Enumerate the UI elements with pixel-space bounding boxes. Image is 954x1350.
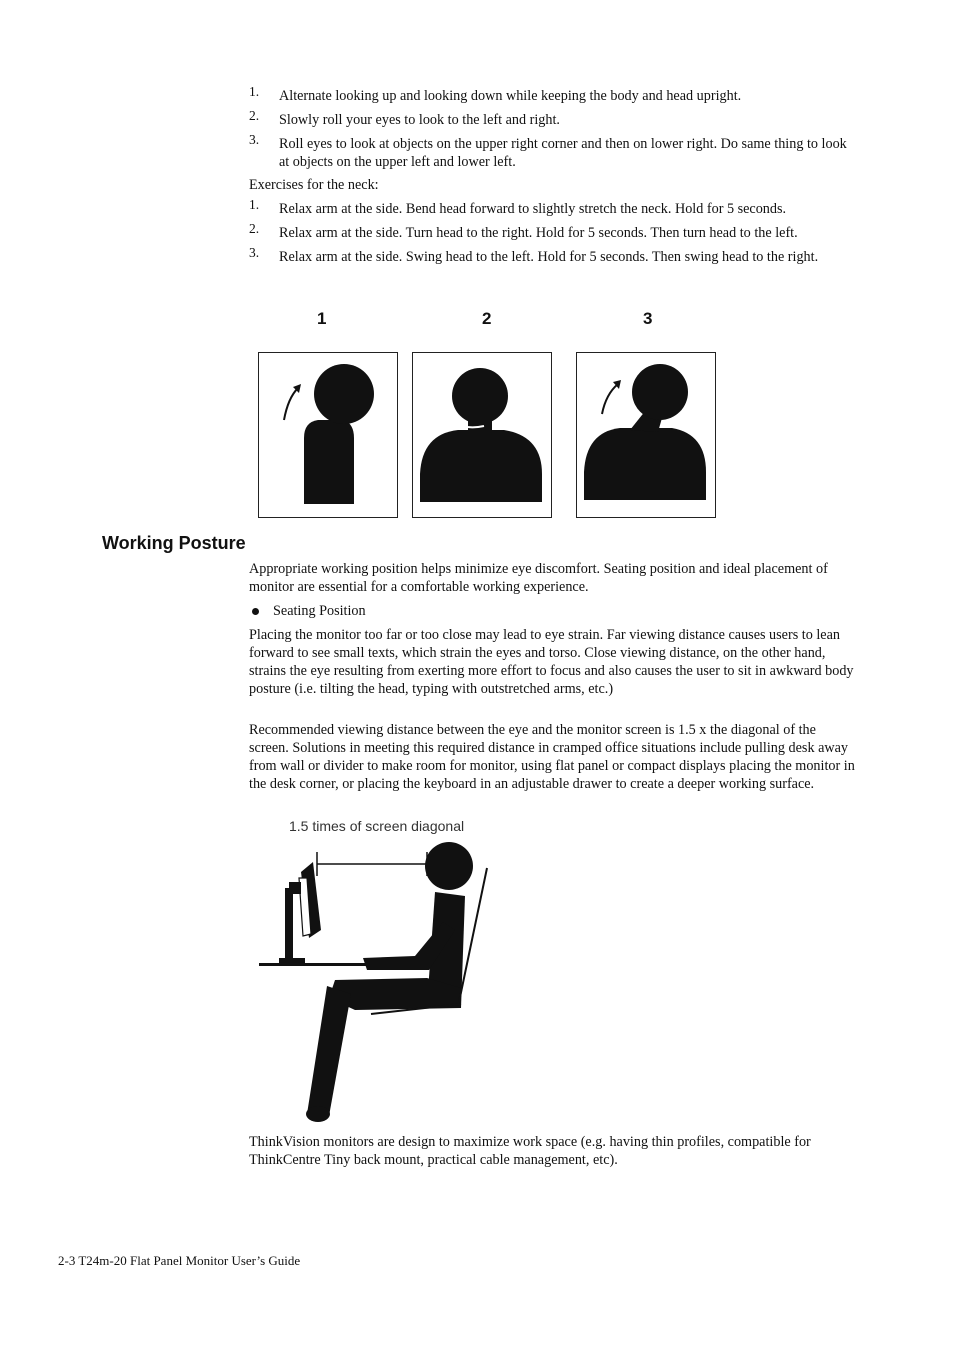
neck-swing-figure xyxy=(576,352,716,518)
diagram-caption: 1.5 times of screen diagonal xyxy=(289,818,465,834)
list-item: 3. Relax arm at the side. Swing head to the left. Hold for 5 seconds. Then swing head to the right. xyxy=(249,245,819,265)
page-footer: 2-3 T24m-20 Flat Panel Monitor User’s Guide xyxy=(58,1253,301,1268)
neck-exercise-list xyxy=(249,197,855,272)
list-item: 2. Slowly roll your eyes to look to the left and right. xyxy=(249,108,560,128)
bullet-dot-icon xyxy=(252,608,259,615)
section-title: Working Posture xyxy=(102,533,246,553)
figure-label-2: 2 xyxy=(482,309,492,328)
distance-paragraph: Placing the monitor too far or too close may lead to eye strain. Far viewing distance causes users to lean forward to see small texts, which strain the eyes and torso. Close viewing distance, on the other hand, strains the eye resulting from exerting more effort to focus and also causes the user to sit in awkward body posture (i.e. tilting the head, typing with outstretched arms, etc.) xyxy=(249,627,854,697)
bullet-item: Seating Position xyxy=(249,602,366,620)
intro-paragraph: Appropriate working position helps minimize eye discomfort. Seating position and ideal placement of monitor are essential for a comfortable working experience. xyxy=(249,561,828,595)
figure-label-3: 3 xyxy=(643,309,653,328)
list-item: 1. Relax arm at the side. Bend head forward to slightly stretch the neck. Hold for 5 seconds. xyxy=(249,197,787,217)
seated-posture-diagram xyxy=(255,838,495,1126)
recommended-paragraph: Recommended viewing distance between the eye and the monitor screen is 1.5 x the diagonal of the screen. Solutions in meeting this required distance in cramped office situations include pulling desk away from wall or divider to make room for monitor, using flat panel or compact displays placing the monitor in the desk corner, or placing the keyboard in an adjustable drawer to create a deeper working surface. xyxy=(249,722,855,792)
thinkvision-paragraph: ThinkVision monitors are design to maximize work space (e.g. having thin profiles, compatible for ThinkCentre Tiny back mount, practical cable management, etc). xyxy=(249,1134,811,1168)
eye-exercise-list xyxy=(249,84,855,177)
list-item: 3. Roll eyes to look at objects on the upper right corner and then on lower right. Do same thing to look at objects on the upper left and lower left. xyxy=(249,132,847,170)
neck-intro: Exercises for the neck: xyxy=(249,177,379,193)
figure-label-1: 1 xyxy=(317,309,327,328)
list-item: 1. Alternate looking up and looking down while keeping the body and head upright. xyxy=(249,84,742,104)
neck-turn-figure xyxy=(412,352,552,518)
neck-bend-forward-figure xyxy=(258,352,398,518)
list-item: 2. Relax arm at the side. Turn head to the right. Hold for 5 seconds. Then turn head to the left. xyxy=(249,221,798,241)
